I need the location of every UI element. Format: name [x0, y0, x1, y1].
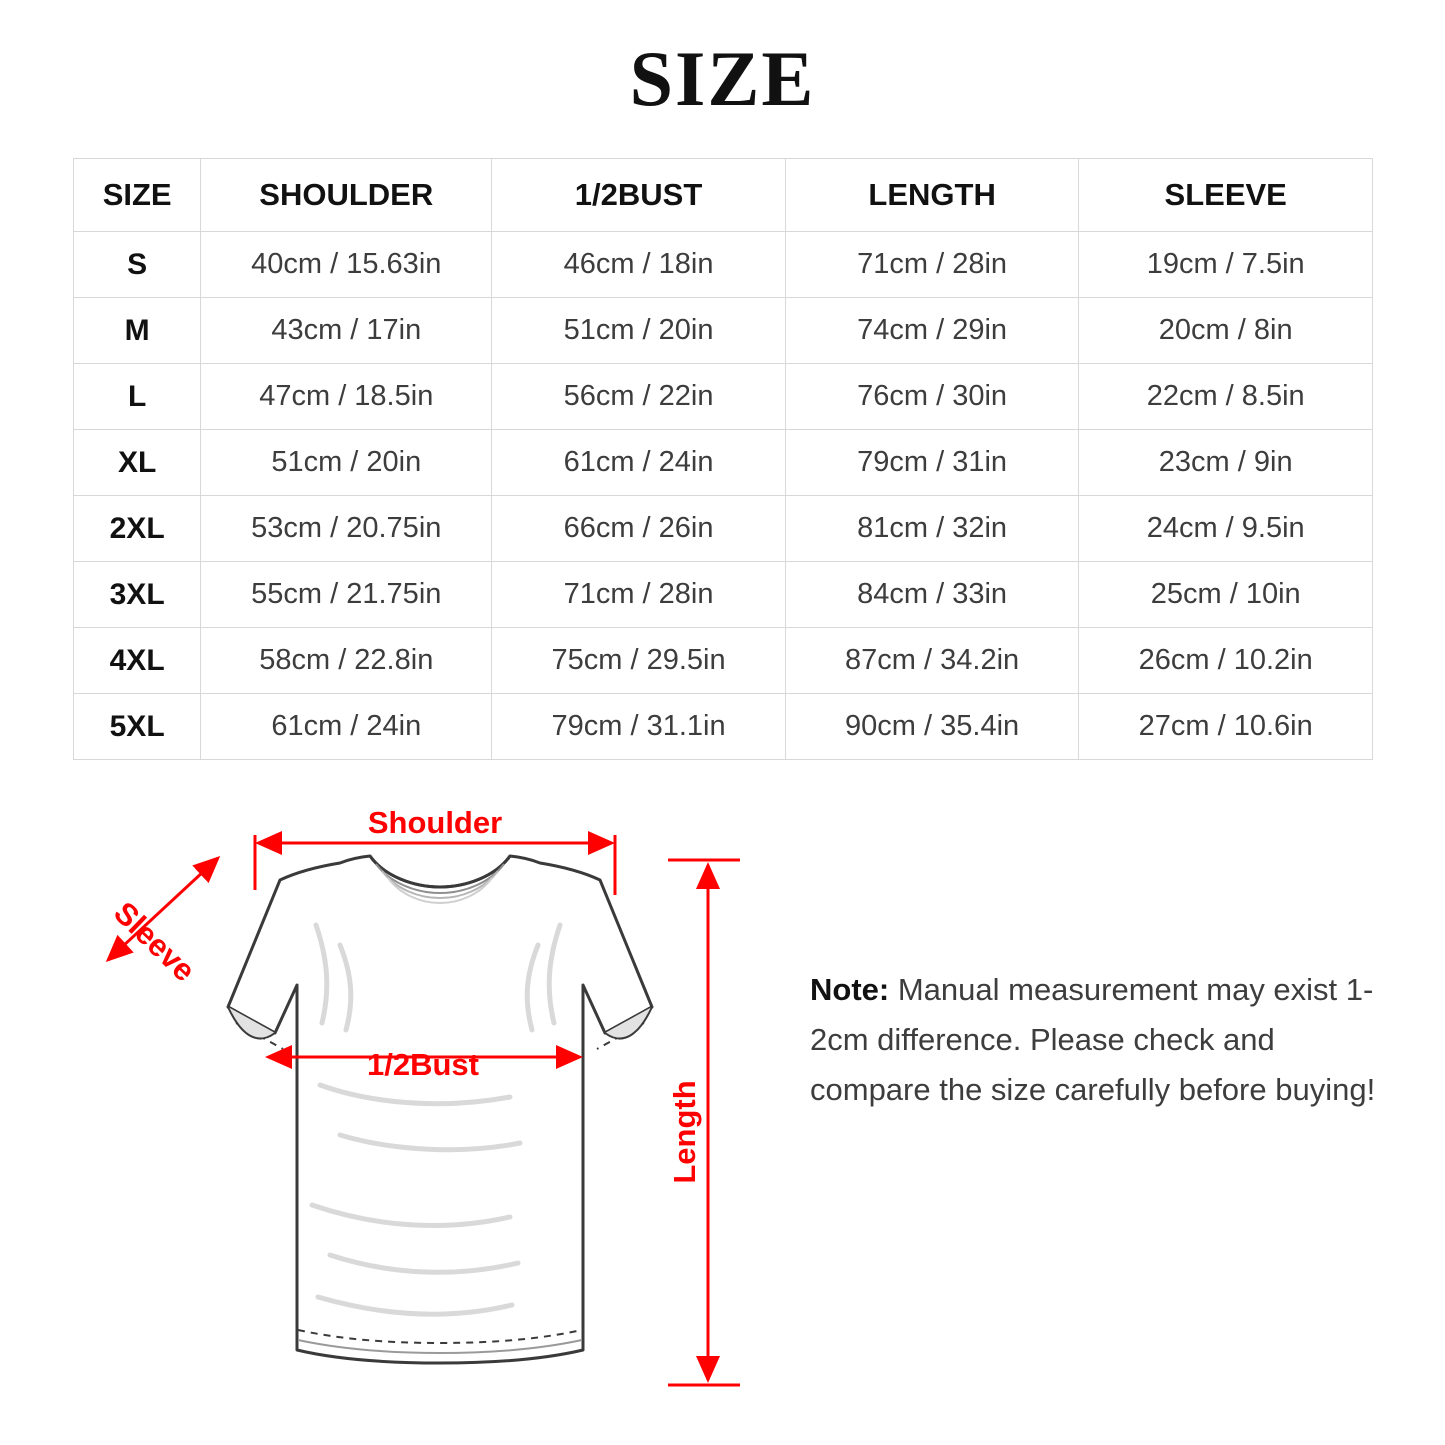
cell-shoulder: 40cm / 15.63in [201, 232, 492, 298]
cell-shoulder: 47cm / 18.5in [201, 364, 492, 430]
cell-bust: 46cm / 18in [492, 232, 786, 298]
cell-length: 71cm / 28in [785, 232, 1079, 298]
cell-sleeve: 27cm / 10.6in [1079, 694, 1373, 760]
table-row [74, 694, 1373, 760]
size-chart-table [73, 158, 1373, 760]
table-row [74, 430, 1373, 496]
cell-length: 84cm / 33in [785, 562, 1079, 628]
table-row [74, 232, 1373, 298]
column-header-bust: 1/2BUST [492, 159, 786, 232]
cell-sleeve: 25cm / 10in [1079, 562, 1373, 628]
cell-sleeve: 24cm / 9.5in [1079, 496, 1373, 562]
cell-sleeve: 20cm / 8in [1079, 298, 1373, 364]
cell-bust: 79cm / 31.1in [492, 694, 786, 760]
table-row [74, 628, 1373, 694]
cell-bust: 51cm / 20in [492, 298, 786, 364]
cell-size: M [74, 298, 201, 364]
measure-sleeve [107, 858, 218, 988]
column-header-size: SIZE [74, 159, 201, 232]
label-length: Length [667, 1080, 702, 1184]
table-body [74, 232, 1373, 760]
cell-sleeve: 26cm / 10.2in [1079, 628, 1373, 694]
cell-shoulder: 61cm / 24in [201, 694, 492, 760]
label-sleeve: Sleeve [107, 894, 203, 989]
column-header-length: LENGTH [785, 159, 1079, 232]
cell-length: 90cm / 35.4in [785, 694, 1079, 760]
cell-shoulder: 55cm / 21.75in [201, 562, 492, 628]
cell-sleeve: 19cm / 7.5in [1079, 232, 1373, 298]
cell-length: 79cm / 31in [785, 430, 1079, 496]
label-shoulder: Shoulder [367, 805, 503, 840]
column-header-shoulder: SHOULDER [201, 159, 492, 232]
cell-size: 3XL [74, 562, 201, 628]
cell-bust: 75cm / 29.5in [492, 628, 786, 694]
cell-size: S [74, 232, 201, 298]
table-row [74, 298, 1373, 364]
measurement-note [810, 965, 1390, 1116]
note-label: Note: [810, 972, 890, 1007]
cell-shoulder: 58cm / 22.8in [201, 628, 492, 694]
table-header [74, 159, 1373, 232]
cell-shoulder: 51cm / 20in [201, 430, 492, 496]
cell-size: XL [74, 430, 201, 496]
cell-length: 76cm / 30in [785, 364, 1079, 430]
measure-length [667, 860, 740, 1385]
column-header-sleeve: SLEEVE [1079, 159, 1373, 232]
page-title: SIZE [629, 35, 816, 122]
cell-size: 4XL [74, 628, 201, 694]
cell-length: 81cm / 32in [785, 496, 1079, 562]
cell-shoulder: 43cm / 17in [201, 298, 492, 364]
cell-bust: 56cm / 22in [492, 364, 786, 430]
cell-size: 5XL [74, 694, 201, 760]
table-row [74, 562, 1373, 628]
size-chart-table-container [73, 158, 1373, 760]
tshirt-illustration [228, 856, 652, 1363]
cell-length: 87cm / 34.2in [785, 628, 1079, 694]
cell-size: L [74, 364, 201, 430]
cell-shoulder: 53cm / 20.75in [201, 496, 492, 562]
note-text: Manual measurement may exist 1-2cm difference. Please check and compare the size carefully before buying! [810, 972, 1376, 1108]
cell-length: 74cm / 29in [785, 298, 1079, 364]
cell-bust: 66cm / 26in [492, 496, 786, 562]
cell-bust: 61cm / 24in [492, 430, 786, 496]
table-row [74, 364, 1373, 430]
tshirt-measurement-diagram [40, 785, 800, 1405]
cell-size: 2XL [74, 496, 201, 562]
cell-sleeve: 23cm / 9in [1079, 430, 1373, 496]
table-row [74, 496, 1373, 562]
cell-sleeve: 22cm / 8.5in [1079, 364, 1373, 430]
label-half-bust: 1/2Bust [367, 1047, 479, 1082]
cell-bust: 71cm / 28in [492, 562, 786, 628]
table-header-row [74, 159, 1373, 232]
